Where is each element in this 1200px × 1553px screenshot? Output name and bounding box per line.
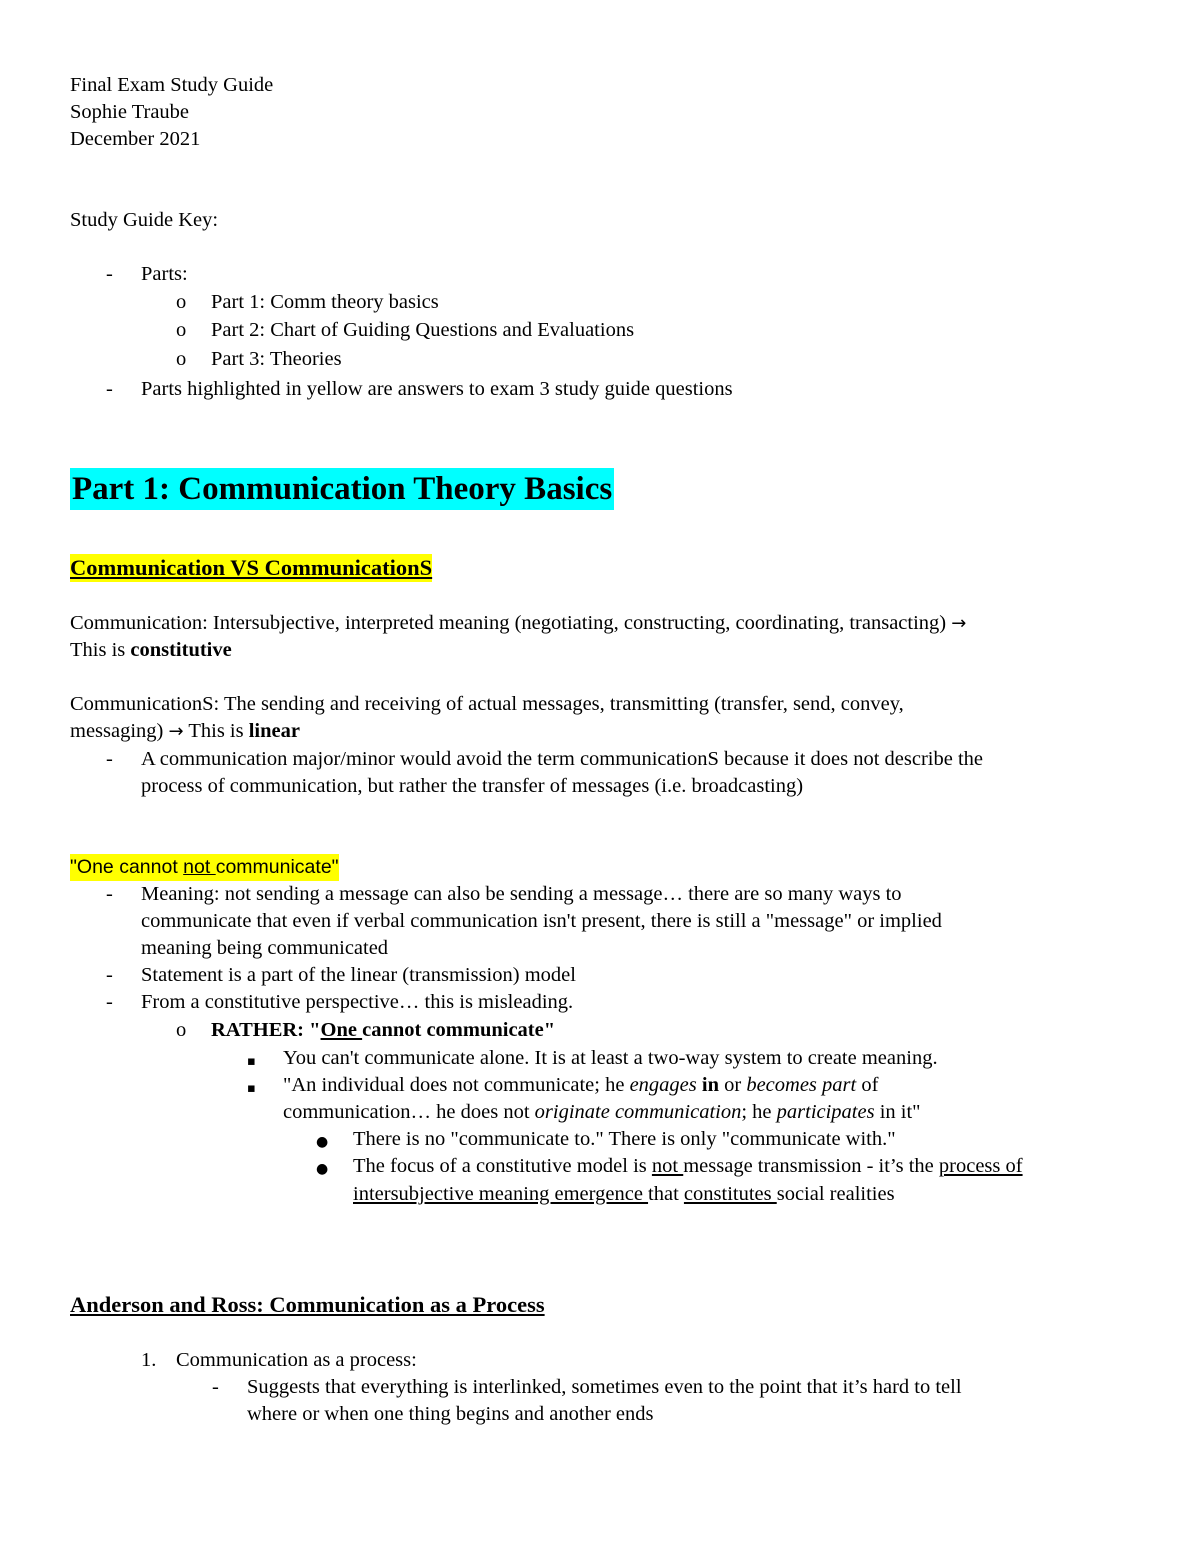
- interlinked-bullet-line1: Suggests that everything is interlinked, sometimes even to the point that it’s hard to tell: [247, 1376, 962, 1398]
- dash-marker: -: [106, 263, 113, 285]
- rather-pre: RATHER: ": [211, 1019, 321, 1041]
- dash-marker: -: [106, 748, 113, 770]
- rather-post: cannot communicate": [362, 1019, 556, 1041]
- individual-quote-line1: [283, 1072, 878, 1099]
- meaning-bullet-line1: Meaning: not sending a message can also be sending a message… there are so many ways to: [141, 883, 902, 905]
- quote-part: ; he: [741, 1101, 777, 1123]
- quote-part: "An individual does not communicate; he: [283, 1074, 630, 1096]
- communication-definition-text: Communication: Intersubjective, interpreted meaning (negotiating, constructing, coordinating, transacting): [70, 612, 947, 634]
- constitutive-term: constitutive: [130, 639, 232, 661]
- communication-definition-line2: [70, 637, 232, 664]
- quote-participates: participates: [776, 1101, 875, 1123]
- one-cannot-not: not: [183, 856, 216, 878]
- focus-part: The focus of a constitutive model is: [353, 1155, 652, 1177]
- quote-in: in: [696, 1074, 719, 1096]
- individual-quote-line2: [283, 1099, 921, 1126]
- communications-messaging: messaging): [70, 720, 164, 742]
- focus-part: social realities: [776, 1183, 895, 1205]
- focus-not: not: [651, 1155, 684, 1177]
- communications-definition-line2: [70, 718, 300, 745]
- communicate-with-bullet: There is no "communicate to." There is only "communicate with.": [353, 1128, 896, 1150]
- list-number: 1.: [141, 1349, 157, 1371]
- dot-bullet-icon: ●: [316, 1161, 329, 1177]
- statement-bullet: Statement is a part of the linear (transmission) model: [141, 964, 576, 986]
- doc-author: Sophie Traube: [70, 101, 190, 123]
- comm-major-bullet-line2: process of communication, but rather the transfer of messages (i.e. broadcasting): [141, 775, 804, 797]
- quote-part: communication… he does not: [283, 1101, 535, 1123]
- quote-part: of: [856, 1074, 879, 1096]
- communications-this-is: This is: [183, 720, 249, 742]
- dash-marker: -: [106, 378, 113, 400]
- highlight-note: Parts highlighted in yellow are answers to exam 3 study guide questions: [141, 378, 733, 400]
- part-item-1: Part 1: Comm theory basics: [211, 291, 439, 313]
- interlinked-bullet-line2: where or when one thing begins and another ends: [247, 1403, 654, 1425]
- rather-line: [211, 1017, 555, 1044]
- part1-heading: Part 1: Communication Theory Basics: [70, 468, 614, 510]
- dash-marker: -: [212, 1376, 219, 1398]
- comm-vs-heading: Communication VS CommunicationS: [70, 555, 433, 580]
- communication-definition-line1: [70, 610, 966, 637]
- doc-title: Final Exam Study Guide: [70, 74, 274, 96]
- constitutive-perspective-bullet: From a constitutive perspective… this is misleading.: [141, 991, 574, 1013]
- one-cannot-heading: [70, 854, 339, 881]
- meaning-bullet-line3: meaning being communicated: [141, 937, 389, 959]
- one-cannot-pre: "One cannot: [70, 856, 184, 878]
- meaning-bullet-line2: communicate that even if verbal communication isn't present, there is still a "message" or implied: [141, 910, 942, 932]
- quote-becomes-part: becomes part: [746, 1074, 857, 1096]
- constitutive-focus-line2: [353, 1181, 895, 1208]
- communication-this-is: This is: [70, 639, 131, 661]
- linear-term: linear: [248, 720, 300, 742]
- circle-marker: o: [176, 319, 187, 341]
- communications-definition-line1: CommunicationS: The sending and receiving of actual messages, transmitting (transfer, send, convey,: [70, 693, 904, 715]
- two-way-bullet: You can't communicate alone. It is at least a two-way system to create meaning.: [283, 1047, 938, 1069]
- constitutive-focus-line1: [353, 1153, 1023, 1180]
- dash-marker: -: [106, 991, 113, 1013]
- key-heading: Study Guide Key:: [70, 209, 219, 231]
- part-item-2: Part 2: Chart of Guiding Questions and Evaluations: [211, 319, 635, 341]
- circle-marker: o: [176, 291, 187, 313]
- focus-constitutes: constitutes: [683, 1183, 777, 1205]
- dash-marker: -: [106, 964, 113, 986]
- quote-originate: originate communication: [534, 1101, 742, 1123]
- quote-part: in it": [874, 1101, 921, 1123]
- quote-engages: engages: [629, 1074, 697, 1096]
- arrow-icon: →: [951, 613, 967, 634]
- parts-label: Parts:: [141, 263, 188, 285]
- anderson-ross-heading: Anderson and Ross: Communication as a Process: [70, 1292, 545, 1317]
- square-bullet-icon: ▪: [247, 1054, 256, 1069]
- dash-marker: -: [106, 883, 113, 905]
- quote-part: or: [718, 1074, 747, 1096]
- focus-part: message transmission - it’s the: [683, 1155, 939, 1177]
- process-item: Communication as a process:: [176, 1349, 417, 1371]
- rather-one: One: [320, 1019, 363, 1041]
- focus-part: that: [648, 1183, 684, 1205]
- focus-intersubjective: intersubjective meaning emergence: [353, 1183, 649, 1205]
- arrow-icon: →: [168, 721, 184, 742]
- dot-bullet-icon: ●: [316, 1134, 329, 1150]
- circle-marker: o: [176, 348, 187, 370]
- comm-major-bullet-line1: A communication major/minor would avoid the term communicationS because it does not describe the: [141, 748, 984, 770]
- square-bullet-icon: ▪: [247, 1081, 256, 1096]
- circle-marker: o: [176, 1019, 187, 1041]
- part-item-3: Part 3: Theories: [211, 348, 342, 370]
- focus-process-of: process of: [938, 1155, 1023, 1177]
- one-cannot-post: communicate": [215, 856, 339, 878]
- doc-date: December 2021: [70, 128, 201, 150]
